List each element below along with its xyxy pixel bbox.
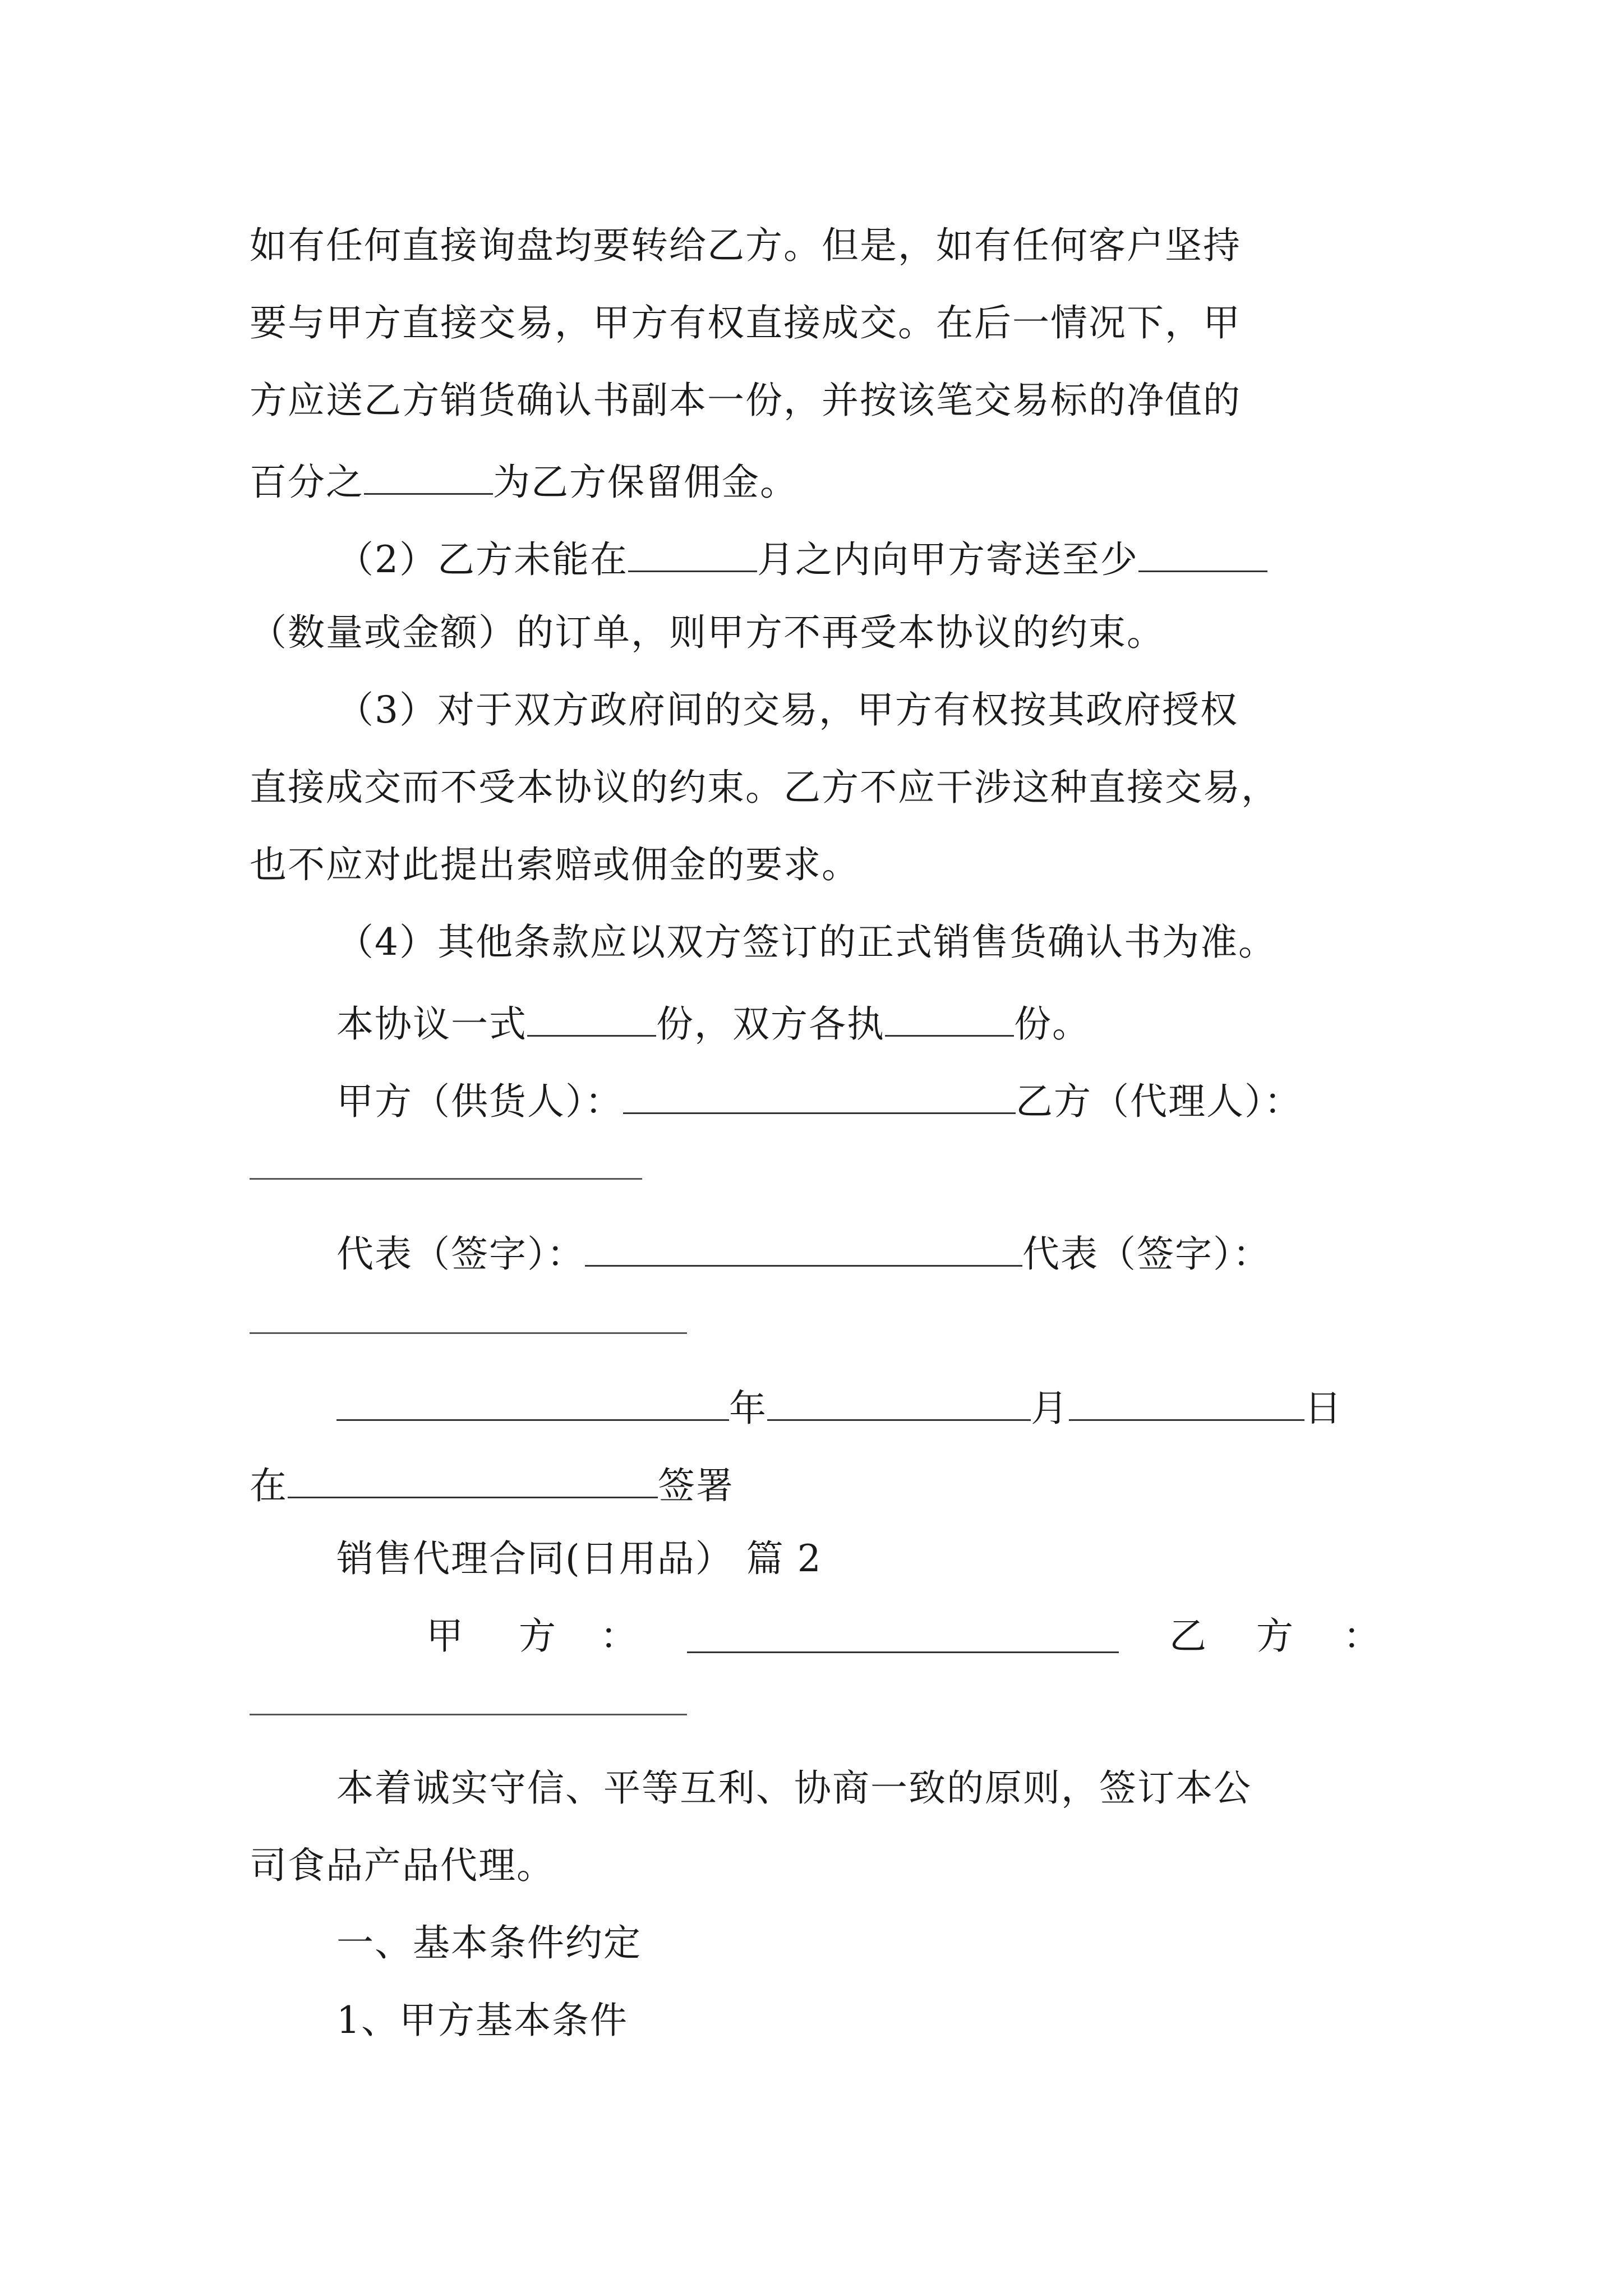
clause-3-line-3: 也不应对此提出索赔或佣金的要求。 (250, 843, 860, 886)
rep-b-blank[interactable] (250, 1332, 687, 1334)
clause-3-line-2: 直接成交而不受本协议的约束。乙方不应干涉这种直接交易， (250, 766, 1279, 809)
section-2-title: 销售代理合同(日用品） 篇 2 (336, 1537, 822, 1580)
rep-a-label: 代表（签字）： (336, 1232, 585, 1276)
clause-2-line-2: （数量或金额）的订单，则甲方不再受本协议的约束。 (250, 611, 1165, 654)
paragraph-1-line-4 (250, 459, 798, 504)
year-label: 年 (729, 1387, 767, 1430)
party-b-blank[interactable] (250, 1178, 642, 1180)
copies-total-blank[interactable] (527, 1001, 656, 1037)
month-blank[interactable] (767, 1386, 1031, 1421)
paragraph-1-line-2: 要与甲方直接交易，甲方有权直接成交。在后一情况下，甲 (250, 301, 1241, 344)
copies-label: 本协议一式 (336, 1002, 527, 1046)
heading-basic-conditions: 一、基本条件约定 (336, 1921, 642, 1964)
party-a-label: 甲方（供货人）： (336, 1080, 623, 1123)
copies-each-blank[interactable] (885, 1001, 1014, 1037)
clause-2-middle: 月之内向甲方寄送至少 (757, 538, 1138, 581)
clause-2-prefix: （2）乙方未能在 (336, 538, 628, 581)
place-blank[interactable] (288, 1463, 658, 1498)
heading-party-a-conditions: 1、甲方基本条件 (336, 1999, 628, 2042)
rep-b-label: 代表（签字）： (1022, 1232, 1271, 1276)
representative-line (336, 1231, 1271, 1276)
signed-label: 签署 (658, 1464, 734, 1507)
section-2-party-b-blank[interactable] (250, 1714, 687, 1715)
party-a-blank[interactable] (623, 1079, 1016, 1114)
party-a-char-1: 甲 (426, 1614, 464, 1658)
day-blank[interactable] (1069, 1386, 1304, 1421)
party-b-char-2: 方 (1256, 1614, 1294, 1658)
percent-label: 百分之 (250, 461, 364, 504)
commission-label: 为乙方保留佣金。 (493, 461, 798, 504)
party-a-char-2: 方 (519, 1614, 557, 1658)
copies-end: 份。 (1014, 1002, 1090, 1046)
quantity-blank[interactable] (1138, 537, 1267, 572)
section-2-party-line (0, 1614, 1623, 1658)
party-line (336, 1079, 1302, 1123)
percent-blank[interactable] (364, 459, 493, 495)
paragraph-1-line-1: 如有任何直接询盘均要转给乙方。但是，如有任何客户坚持 (250, 224, 1241, 267)
at-label: 在 (250, 1464, 288, 1507)
copies-each-label: 份，双方各执 (656, 1002, 885, 1046)
party-b-char-1: 乙 (1169, 1614, 1207, 1658)
party-b-label: 乙方（代理人）： (1016, 1080, 1302, 1123)
party-a-colon: ： (600, 1614, 638, 1658)
rep-a-blank[interactable] (585, 1231, 1022, 1267)
clause-3-line-1: （3）对于双方政府间的交易，甲方有权按其政府授权 (336, 688, 1238, 731)
party-b-colon: ： (1343, 1614, 1381, 1658)
place-line (250, 1463, 734, 1507)
paragraph-1-line-3: 方应送乙方销货确认书副本一份，并按该笔交易标的净值的 (250, 379, 1241, 422)
intro-line-1: 本着诚实守信、平等互利、协商一致的原则，签订本公 (336, 1766, 1252, 1810)
section-2-party-a-blank[interactable] (687, 1651, 1119, 1653)
date-line (336, 1386, 1343, 1430)
intro-line-2: 司食品产品代理。 (250, 1844, 555, 1887)
clause-2-line-1 (336, 537, 1267, 581)
copies-line (336, 1001, 1090, 1046)
day-label: 日 (1304, 1387, 1343, 1430)
month-label: 月 (1031, 1387, 1069, 1430)
months-blank[interactable] (628, 537, 757, 572)
clause-4-line-1: （4）其他条款应以双方签订的正式销售货确认书为准。 (336, 921, 1276, 964)
year-blank[interactable] (336, 1386, 729, 1421)
